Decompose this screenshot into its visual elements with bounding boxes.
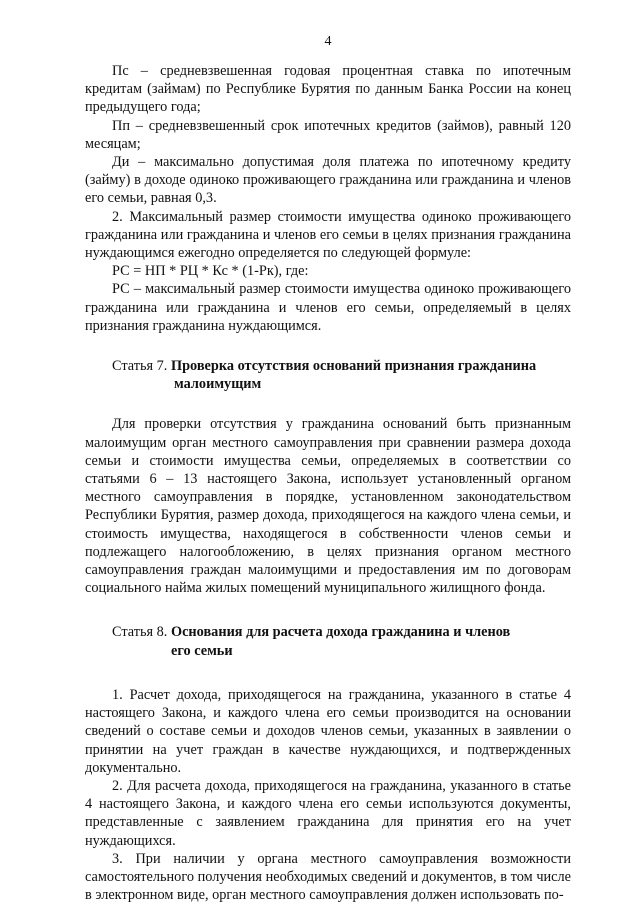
page-number: 4 — [324, 34, 332, 49]
article-8-heading — [85, 623, 571, 659]
paragraph-di: Ди – максимально допустимая доля платежа по ипотечному кредиту (займу) в доходе одиноко проживающего гражданина или гражданина и членов его семьи, равная 0,3. — [85, 154, 571, 207]
article-7-title-line2: малоимущим — [174, 376, 262, 393]
formula-line: РС = НП * РЦ * Кс * (1-Рк), где: — [112, 263, 309, 280]
paragraph-pp: Пп – средневзвешенный срок ипотечных кредитов (займов), равный 120 месяцам; — [85, 117, 571, 152]
paragraph-property-max: 2. Максимальный размер стоимости имущества одиноко проживающего гражданина или гражданина и членов его семьи в целях признания гражданина нуждающимся ежегодно определяется по следующей формуле: — [85, 208, 571, 262]
article-8-paragraph-1: 1. Расчет дохода, приходящегося на гражданина, указанного в статье 4 настоящего Закона, и каждого члена его семьи производится на основании сведений о составе семьи и доходов членов семьи, указанных в заявлении о принятии на учет граждан в качестве нуждающихся, и подтвержденных документально. — [85, 686, 571, 776]
paragraph-rs-definition: РС – максимальный размер стоимости имущества одиноко проживающего гражданина или гражданина и членов его семьи, определяемый в целях признания гражданина нуждающимся. — [85, 281, 571, 334]
article-8-paragraph-2: 2. Для расчета дохода, приходящегося на гражданина, указанного в статье 4 настоящего Закона, и каждого члена его семьи используются документы, представленные с заявлением гражданина для принятия его на учет нуждающихся. — [85, 777, 571, 849]
article-8-label: Статья 8. — [112, 624, 168, 641]
article-7-title-line1: Проверка отсутствия оснований признания гражданина — [170, 358, 537, 375]
page-content — [85, 62, 571, 904]
paragraph-ps: Пс – средневзвешенная годовая процентная ставка по ипотечным кредитам (займам) по Республике Бурятия по данным Банка России на конец предыдущего года; — [85, 63, 571, 116]
article-8-title-line2: его семьи — [171, 642, 233, 659]
article-7-heading — [85, 357, 571, 393]
article-8-paragraph-3: 3. При наличии у органа местного самоуправления возможности самостоятельного получения необходимых сведений и документов, в том числе в электронном виде, орган местного самоуправления должен использовать по- — [85, 850, 571, 904]
article-8-title-line1: Основания для расчета дохода гражданина и членов — [170, 624, 511, 641]
article-7-label: Статья 7. — [112, 358, 168, 375]
article-7-paragraph: Для проверки отсутствия у гражданина оснований быть признанным малоимущим орган местного самоуправления при сравнении размера дохода семьи и стоимости имущества семьи, определяемых в соответствии со статьями 6 – 13 настоящего Закона, использует установленный органом местного самоуправления в порядке, установленном законодательством Республики Бурятия, размер дохода, приходящегося на каждого члена семьи, и стоимость имущества, находящегося в собственности членов семьи и подлежащего налогообложению, в целях признания органом местного самоуправления граждан малоимущими и предоставления им по договорам социального найма жилых помещений муниципального жилищного фонда. — [85, 416, 571, 597]
